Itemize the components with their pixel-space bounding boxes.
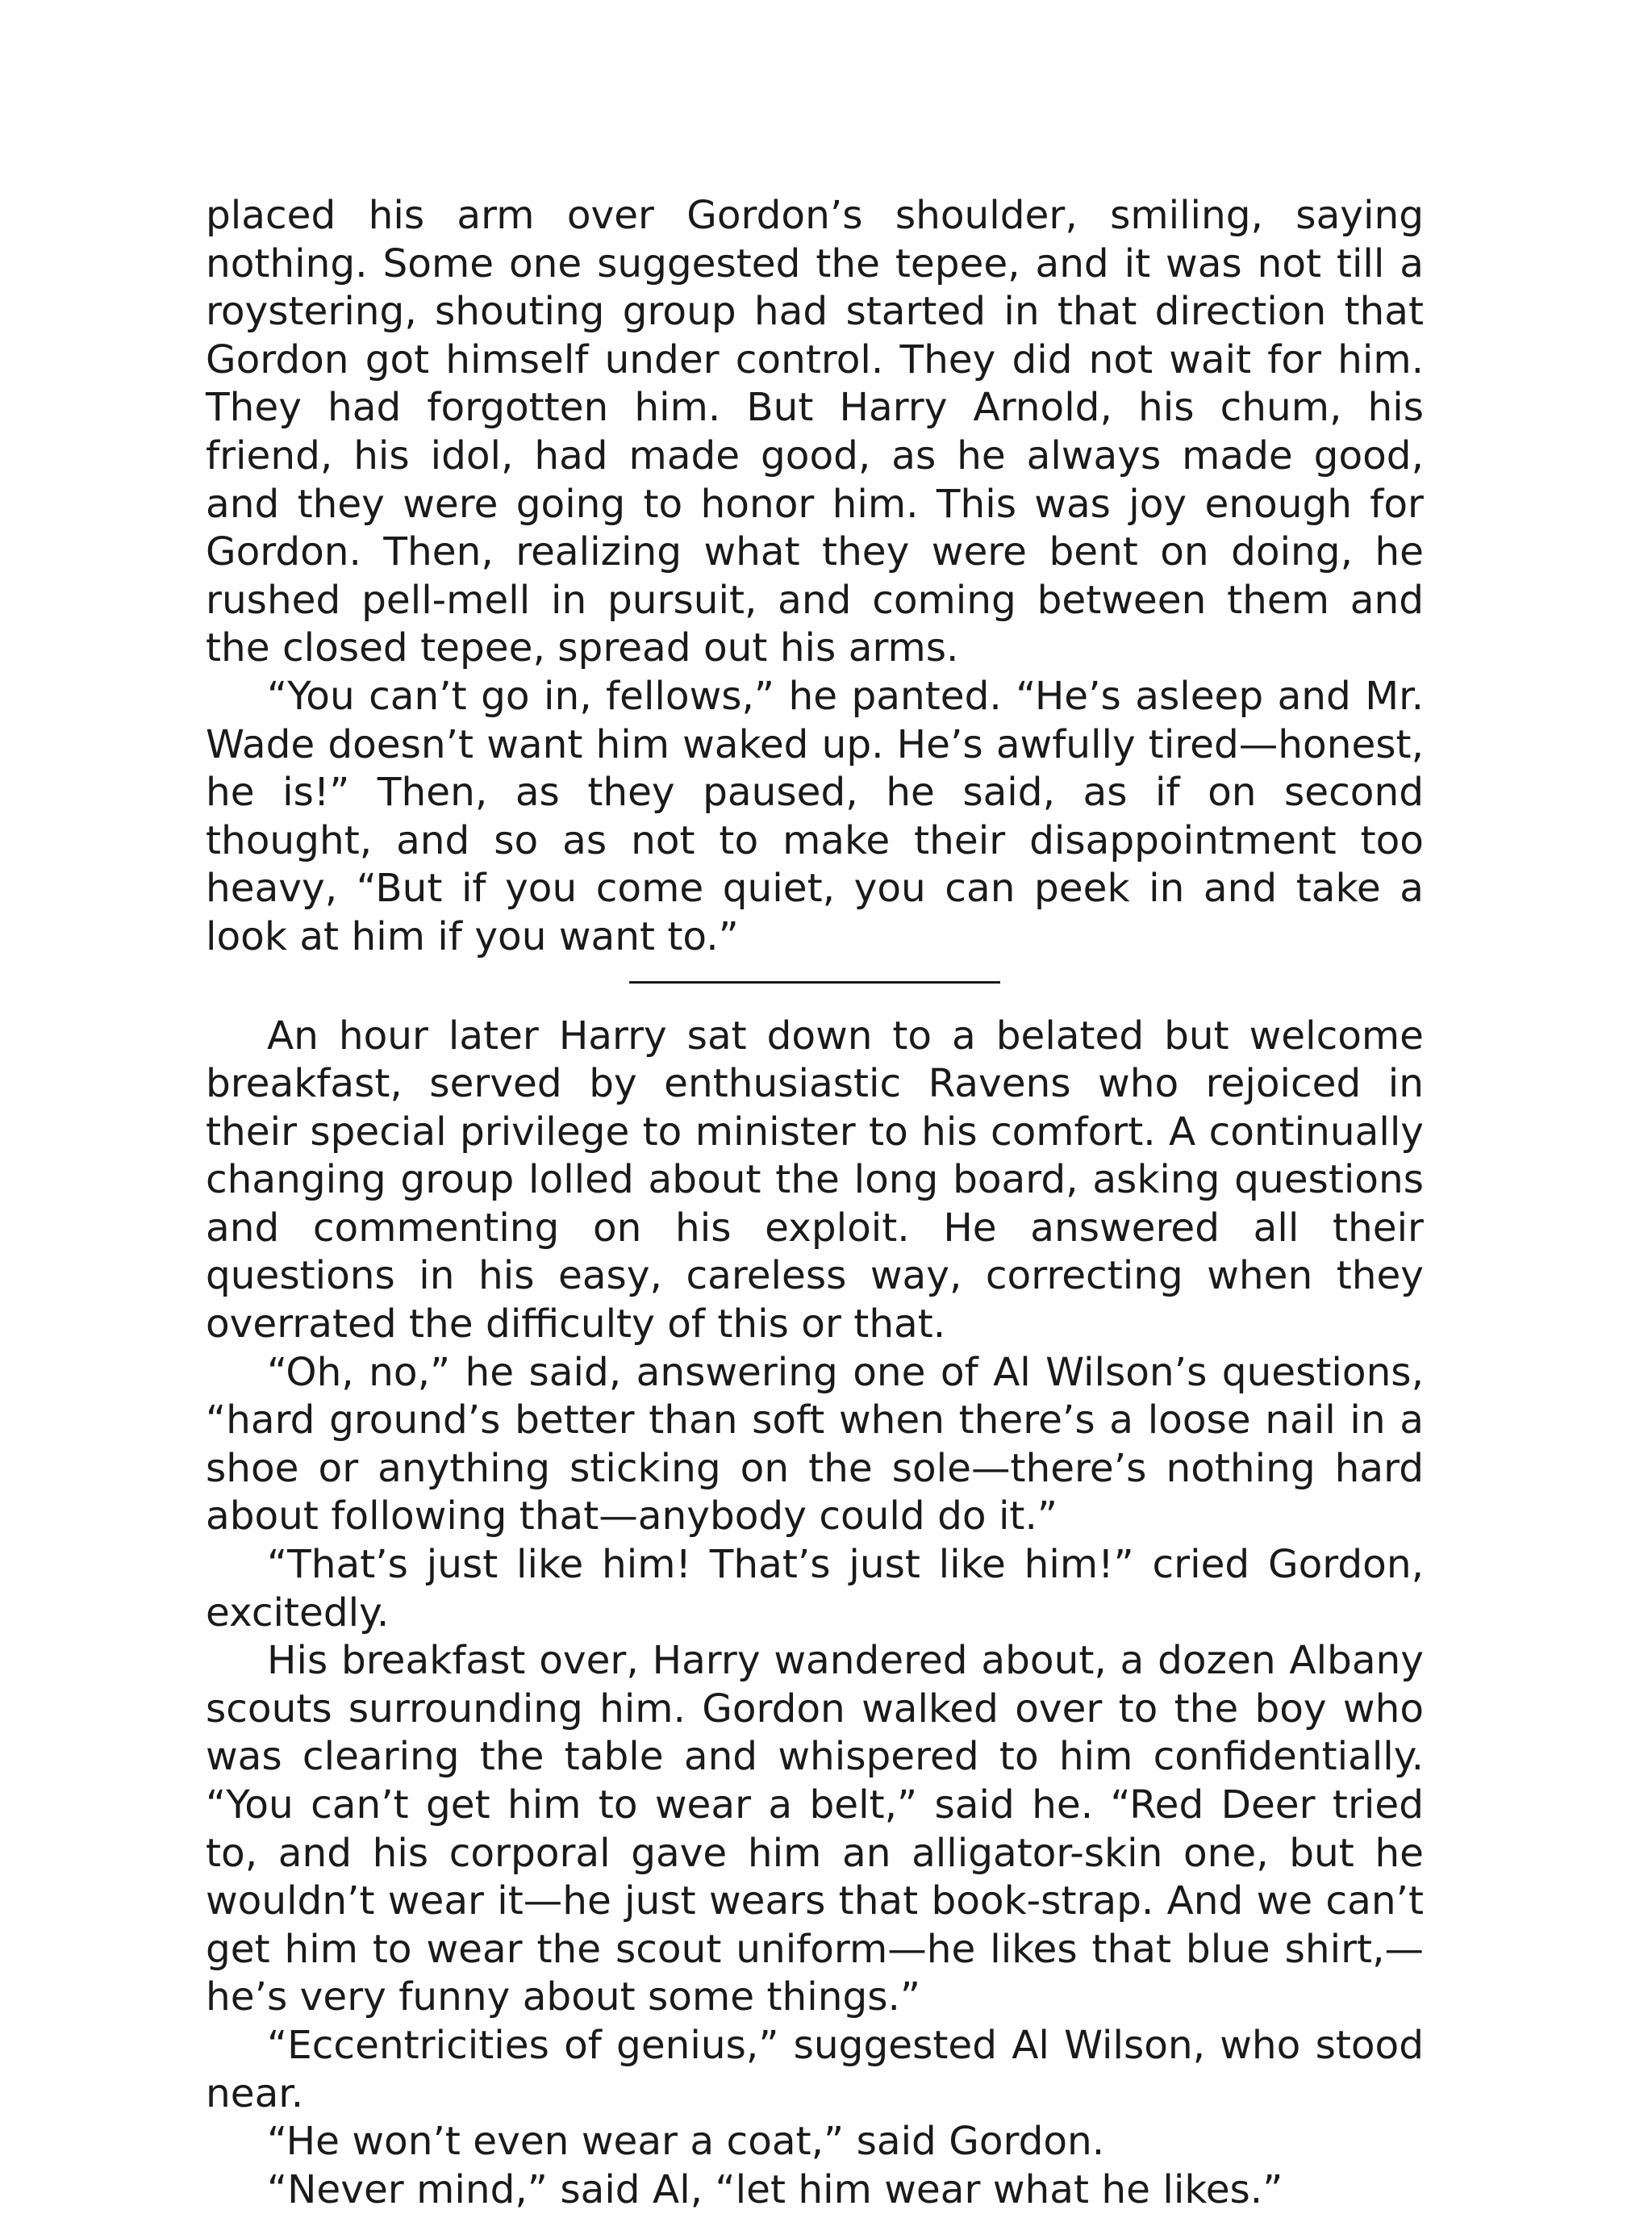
paragraph: placed his arm over Gordon’s shoulder, smiling, saying nothing. Some one suggested the tepee, and it was not till a roystering, shouting group had started in that direction that Gordon got himself under control. They did not wait for him. They had forgotten him. But Harry Arnold, his chum, his friend, his idol, had made good, as he always made good, and they were going to honor him. This was joy enough for Gordon. Then, realizing what they were bent on doing, he rushed pell-mell in pursuit, and coming between them and the closed tepee, spread out his arms. (206, 192, 1424, 673)
section-before-break (206, 192, 1424, 962)
book-page (206, 192, 1424, 2214)
section-after-break (206, 1013, 1424, 2214)
section-divider (629, 981, 1000, 984)
paragraph: An hour later Harry sat down to a belated but welcome breakfast, served by enthusiastic Ravens who rejoiced in their special privilege to minister to his comfort. A continually changing group lolled about the long board, asking questions and commenting on his exploit. He answered all their questions in his easy, careless way, correcting when they overrated the difficulty of this or that. (206, 1013, 1424, 1349)
paragraph: His breakfast over, Harry wandered about, a dozen Albany scouts surrounding him. Gordon walked over to the boy who was clearing the table and whispered to him confidentially. “You can’t get him to wear a belt,” said he. “Red Deer tried to, and his corporal gave him an alligator-skin one, but he wouldn’t wear it—he just wears that book-strap. And we can’t get him to wear the scout uniform—he likes that blue shirt,—he’s very funny about some things.” (206, 1637, 1424, 2022)
paragraph: “Eccentricities of genius,” suggested Al Wilson, who stood near. (206, 2022, 1424, 2118)
paragraph: “Never mind,” said Al, “let him wear what he likes.” (206, 2166, 1424, 2214)
paragraph: “He won’t even wear a coat,” said Gordon. (206, 2118, 1424, 2166)
paragraph: “That’s just like him! That’s just like him!” cried Gordon, excitedly. (206, 1541, 1424, 1637)
paragraph: “Oh, no,” he said, answering one of Al Wilson’s questions, “hard ground’s better than soft when there’s a loose nail in a shoe or anything sticking on the sole—there’s nothing hard about following that—anybody could do it.” (206, 1349, 1424, 1541)
paragraph: “You can’t go in, fellows,” he panted. “He’s asleep and Mr. Wade doesn’t want him waked up. He’s awfully tired—honest, he is!” Then, as they paused, he said, as if on second thought, and so as not to make their disappointment too heavy, “But if you come quiet, you can peek in and take a look at him if you want to.” (206, 673, 1424, 962)
